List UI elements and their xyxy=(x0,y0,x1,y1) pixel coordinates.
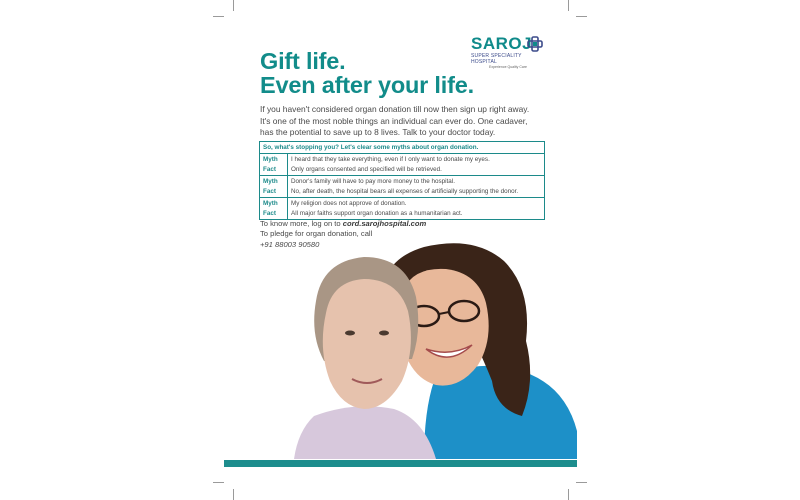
fact-text: No, after death, the hospital bears all expenses of artificially supporting the donor. xyxy=(291,187,519,195)
myth-text: I heard that they take everything, even if I only want to donate my eyes. xyxy=(291,156,490,163)
crop-mark xyxy=(576,482,587,483)
logo-subtitle: SUPER SPECIALITY HOSPITAL xyxy=(471,53,522,65)
myth-row xyxy=(260,176,544,198)
headline-line-1: Gift life. xyxy=(260,48,346,74)
myths-table xyxy=(259,141,545,220)
myth-row xyxy=(260,154,544,176)
myth-row xyxy=(260,198,544,219)
hospital-logo xyxy=(471,35,549,69)
medical-cross-icon xyxy=(526,36,544,52)
logo-tagline: Experience Quality Care xyxy=(489,65,527,69)
pledge-text: To pledge for organ donation, call xyxy=(260,229,373,239)
headline-line-2: Even after your life. xyxy=(260,72,474,98)
crop-mark xyxy=(233,489,234,500)
bottom-accent-bar xyxy=(224,460,577,467)
crop-mark xyxy=(213,16,224,17)
myth-label: Myth xyxy=(263,178,278,185)
crop-mark xyxy=(568,0,569,11)
myth-label: Myth xyxy=(263,156,278,163)
myth-text: My religion does not approve of donation. xyxy=(291,200,407,207)
logo-name: SAROJ xyxy=(471,34,533,53)
headline xyxy=(260,49,474,97)
phone-number[interactable]: +91 88003 90580 xyxy=(260,239,320,249)
know-more-text: To know more, log on to xyxy=(260,219,341,228)
intro-line-1: If you haven't considered organ donation till now then sign up right away. xyxy=(260,104,530,114)
crop-mark xyxy=(576,16,587,17)
fact-label: Fact xyxy=(263,165,276,173)
crop-mark xyxy=(213,482,224,483)
website-link[interactable]: cord.sarojhospital.com xyxy=(342,219,427,228)
crop-mark xyxy=(568,489,569,500)
fact-label: Fact xyxy=(263,209,276,217)
fact-text: Only organs consented and specified will be retrieved. xyxy=(291,165,442,173)
crop-mark xyxy=(233,0,234,11)
intro-line-3: has the potential to save up to 8 lives. Talk to your doctor today. xyxy=(260,127,496,137)
fact-text: All major faiths support organ donation as a humanitarian act. xyxy=(291,209,463,217)
myth-label: Myth xyxy=(263,200,278,207)
myths-heading: So, what's stopping you? Let's clear some myths about organ donation. xyxy=(260,142,544,154)
poster xyxy=(224,19,577,471)
intro-paragraph xyxy=(260,104,560,139)
fact-label: Fact xyxy=(263,187,276,195)
intro-line-2: It's one of the most noble things an individual can ever do. One cadaver, xyxy=(260,115,528,126)
myth-text: Donor's family will have to pay more money to the hospital. xyxy=(291,178,455,185)
women-photo xyxy=(264,241,577,459)
